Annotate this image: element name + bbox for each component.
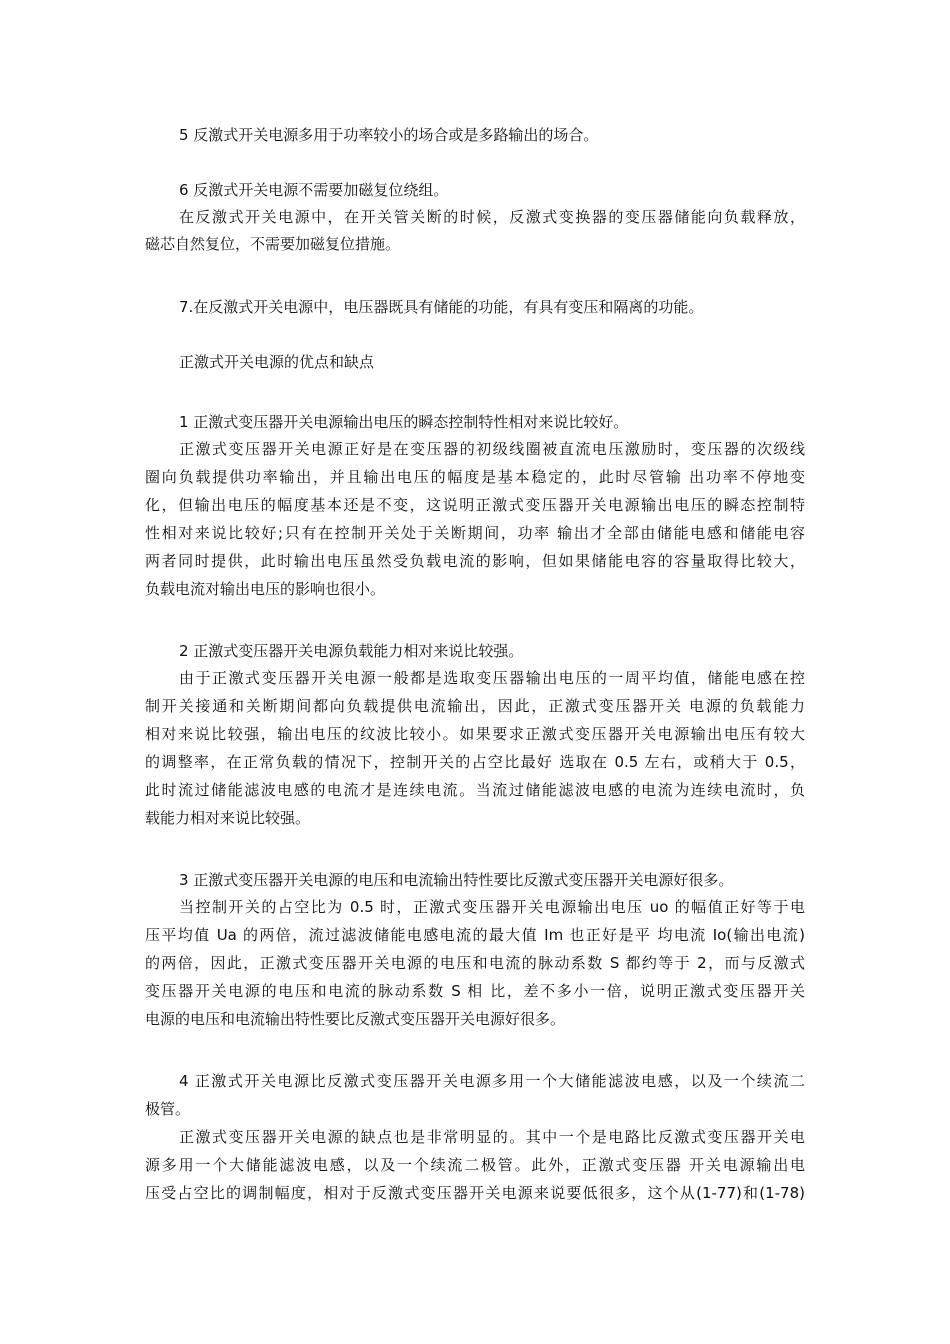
paragraph-line: 制开关接通和关断期间都向负载提供电流输出，因此，正激式变压器开关 电源的负载能力	[145, 697, 805, 715]
paragraph-line: 两者同时提供，此时输出电压虽然受负载电流的影响，但如果储能电容的容量取得比较大，	[145, 552, 805, 570]
paragraph-line: 此时流过储能滤波电感的电流才是连续电流。当流过储能滤波电感的电流为连续电流时，负	[145, 781, 805, 799]
section-title: 正激式开关电源的优点和缺点	[179, 353, 375, 371]
paragraph-line: 变压器开关电源的电压和电流的脉动系数 S 相 比，差不多小一倍，说明正激式变压器开关	[145, 982, 805, 1000]
paragraph-line: 圈向负载提供功率输出，并且输出电压的幅度是基本稳定的，此时尽管输 出功率不停地变	[145, 468, 805, 486]
section-f2-heading: 2 正激式变压器开关电源负载能力相对来说比较强。	[179, 642, 524, 660]
section-5-heading: 5 反激式开关电源多用于功率较小的场合或是多路输出的场合。	[179, 126, 599, 144]
section-6-heading: 6 反激式开关电源不需要加磁复位绕组。	[179, 181, 449, 199]
paragraph-line: 正激式变压器开关电源的缺点也是非常明显的。其中一个是电路比反激式变压器开关电	[179, 1128, 805, 1146]
paragraph-line: 载能力相对来说比较强。	[145, 809, 311, 827]
paragraph-line: 磁芯自然复位，不需要加磁复位措施。	[145, 235, 401, 253]
section-f4-heading: 4 正激式开关电源比反激式变压器开关电源多用一个大储能滤波电感，以及一个续流二	[179, 1072, 805, 1090]
paragraph-line: 正激式变压器开关电源正好是在变压器的初级线圈被直流电压激励时，变压器的次级线	[179, 440, 805, 458]
paragraph-line: 当控制开关的占空比为 0.5 时，正激式变压器开关电源输出电压 uo 的幅值正好等于电	[179, 898, 805, 916]
paragraph-line: 极管。	[145, 1100, 191, 1118]
paragraph-line: 压受占空比的调制幅度，相对于反激式变压器开关电源来说要低很多，这个从(1-77)和(1-78)	[145, 1184, 805, 1202]
paragraph-line: 源多用一个大储能滤波电感，以及一个续流二极管。此外，正激式变压器 开关电源输出电	[145, 1156, 805, 1174]
paragraph-line: 电源的电压和电流输出特性要比反激式变压器开关电源好很多。	[145, 1010, 566, 1028]
paragraph-line: 由于正激式变压器开关电源一般都是选取变压器输出电压的一周平均值，储能电感在控	[179, 669, 805, 687]
paragraph-line: 在反激式开关电源中，在开关管关断的时候，反激式变换器的变压器储能向负载释放，	[179, 208, 805, 226]
paragraph-line: 性相对来说比较好;只有在控制开关处于关断期间，功率 输出才全部由储能电感和储能电容	[145, 524, 805, 542]
section-f1-heading: 1 正激式变压器开关电源输出电压的瞬态控制特性相对来说比较好。	[179, 413, 629, 431]
paragraph-line: 的两倍，因此，正激式变压器开关电源的电压和电流的脉动系数 S 都约等于 2，而与反激式	[145, 954, 805, 972]
paragraph-line: 化，但输出电压的幅度基本还是不变，这说明正激式变压器开关电源输出电压的瞬态控制特	[145, 496, 805, 514]
section-7-heading: 7.在反激式开关电源中，电压器既具有储能的功能，有具有变压和隔离的功能。	[179, 298, 704, 316]
paragraph-line: 的调整率，在正常负载的情况下，控制开关的占空比最好 选取在 0.5 左右，或稍大于 0.5，	[145, 753, 805, 771]
paragraph-line: 相对来说比较强，输出电压的纹波比较小。如果要求正激式变压器开关电源输出电压有较大	[145, 725, 805, 743]
paragraph-line: 负载电流对输出电压的影响也很小。	[145, 580, 386, 598]
paragraph-line: 压平均值 Ua 的两倍，流过滤波储能电感电流的最大值 Im 也正好是平 均电流 Io(输出电流)	[145, 926, 805, 944]
section-f3-heading: 3 正激式变压器开关电源的电压和电流输出特性要比反激式变压器开关电源好很多。	[179, 871, 734, 889]
